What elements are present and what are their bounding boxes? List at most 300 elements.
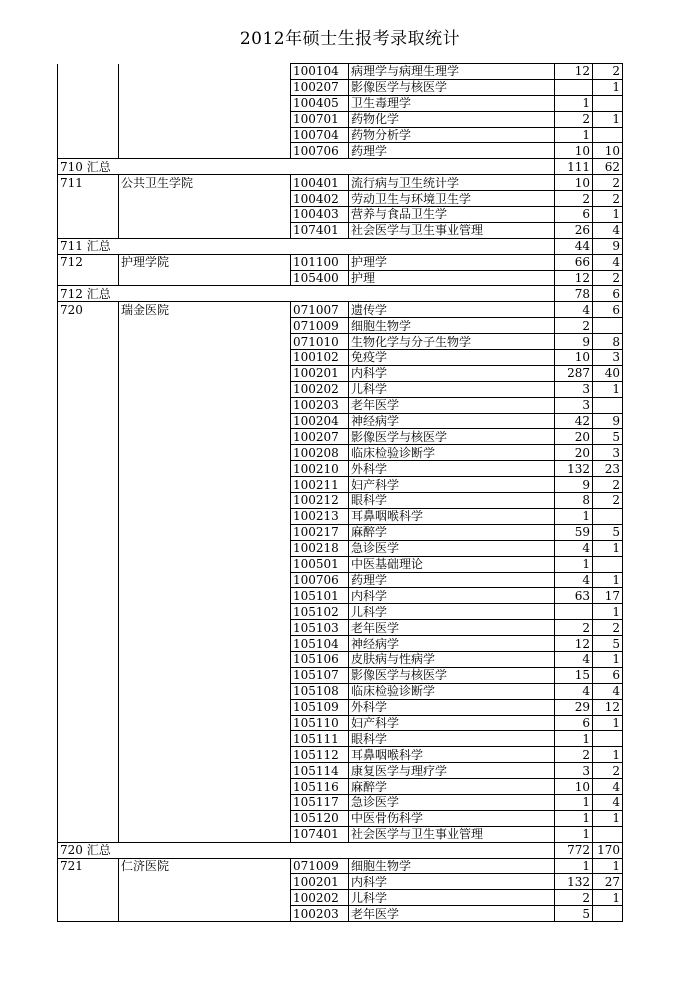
major-name: 细胞生物学 [349,858,555,874]
major-name: 中医基础理论 [349,556,555,572]
table-row [58,350,623,366]
college-code [58,413,119,429]
table-row [58,588,623,604]
applied-count: 3 [555,397,593,413]
applied-count: 63 [555,588,593,604]
college-code [58,906,119,922]
admitted-count: 5 [593,636,623,652]
college-name [119,270,291,286]
applied-count: 1 [555,508,593,524]
table-row [58,858,623,874]
college-code [58,365,119,381]
major-name: 妇产科学 [349,715,555,731]
applied-count: 3 [555,763,593,779]
major-code: 105120 [291,810,349,826]
table-row [58,604,623,620]
major-code: 107401 [291,826,349,842]
admitted-count: 4 [593,222,623,238]
summary-applied: 44 [555,238,593,254]
table-row [58,763,623,779]
college-code [58,651,119,667]
applied-count: 12 [555,636,593,652]
college-name [119,222,291,238]
admitted-count [593,556,623,572]
college-name [119,572,291,588]
major-code: 100217 [291,524,349,540]
admitted-count: 8 [593,334,623,350]
college-name [119,477,291,493]
college-name [119,826,291,842]
college-code: 720 [58,302,119,318]
major-name: 眼科学 [349,493,555,509]
major-name: 妇产科学 [349,477,555,493]
applied-count: 15 [555,667,593,683]
admitted-count: 5 [593,429,623,445]
major-name: 中医骨伤科学 [349,810,555,826]
admitted-count: 1 [593,207,623,223]
college-name [119,445,291,461]
college-code [58,620,119,636]
admitted-count: 9 [593,413,623,429]
admitted-count: 2 [593,620,623,636]
college-code [58,207,119,223]
major-code: 100204 [291,413,349,429]
major-code: 100401 [291,175,349,191]
admitted-count: 27 [593,874,623,890]
table-row [58,493,623,509]
applied-count: 1 [555,858,593,874]
major-name: 生物化学与分子生物学 [349,334,555,350]
admitted-count: 1 [593,572,623,588]
admitted-count: 4 [593,779,623,795]
major-code: 100701 [291,111,349,127]
college-name [119,127,291,143]
major-code: 100201 [291,365,349,381]
major-name: 神经病学 [349,413,555,429]
admitted-count: 2 [593,477,623,493]
admitted-count: 2 [593,64,623,80]
applied-count: 10 [555,779,593,795]
major-name: 药物化学 [349,111,555,127]
applied-count: 9 [555,334,593,350]
applied-count: 12 [555,270,593,286]
applied-count: 1 [555,95,593,111]
table-row [58,302,623,318]
major-code: 105110 [291,715,349,731]
summary-applied: 78 [555,286,593,302]
admitted-count: 6 [593,302,623,318]
table-row [58,79,623,95]
college-code [58,111,119,127]
college-code [58,429,119,445]
table-row [58,222,623,238]
table-row [58,810,623,826]
major-code: 100218 [291,540,349,556]
major-name: 内科学 [349,588,555,604]
table-row [58,95,623,111]
major-code: 100403 [291,207,349,223]
college-code [58,318,119,334]
table-row [58,461,623,477]
table-row [58,731,623,747]
major-name: 外科学 [349,461,555,477]
admitted-count: 2 [593,493,623,509]
college-name [119,334,291,350]
admitted-count: 1 [593,111,623,127]
major-name: 护理 [349,270,555,286]
college-code [58,890,119,906]
college-name [119,667,291,683]
major-name: 眼科学 [349,731,555,747]
college-name [119,794,291,810]
major-name: 急诊医学 [349,794,555,810]
major-name: 临床检验诊断学 [349,445,555,461]
college-name [119,429,291,445]
major-code: 100402 [291,191,349,207]
table-row [58,365,623,381]
college-name [119,556,291,572]
admitted-count: 6 [593,667,623,683]
major-name: 康复医学与理疗学 [349,763,555,779]
admitted-count: 40 [593,365,623,381]
college-name [119,810,291,826]
college-code [58,731,119,747]
college-name [119,524,291,540]
summary-admitted: 170 [593,842,623,858]
major-code: 100203 [291,397,349,413]
applied-count: 26 [555,222,593,238]
major-name: 儿科学 [349,381,555,397]
college-name [119,636,291,652]
major-code: 105101 [291,588,349,604]
major-name: 卫生毒理学 [349,95,555,111]
college-name: 仁济医院 [119,858,291,874]
college-name [119,508,291,524]
table-row [58,683,623,699]
college-name [119,874,291,890]
applied-count: 2 [555,890,593,906]
table-row [58,413,623,429]
admitted-count: 17 [593,588,623,604]
applied-count: 12 [555,64,593,80]
college-code [58,477,119,493]
major-code: 100207 [291,429,349,445]
major-name: 药物分析学 [349,127,555,143]
major-code: 107401 [291,222,349,238]
college-name [119,381,291,397]
admitted-count: 1 [593,890,623,906]
applied-count: 132 [555,461,593,477]
college-name [119,763,291,779]
applied-count: 1 [555,826,593,842]
college-code [58,381,119,397]
major-code: 105400 [291,270,349,286]
admitted-count: 4 [593,683,623,699]
table-row [58,636,623,652]
applied-count: 132 [555,874,593,890]
major-name: 影像医学与核医学 [349,79,555,95]
admitted-count: 2 [593,191,623,207]
major-name: 外科学 [349,699,555,715]
college-name [119,365,291,381]
table-row [58,429,623,445]
admitted-count: 1 [593,715,623,731]
college-code [58,556,119,572]
major-code: 071007 [291,302,349,318]
college-code [58,127,119,143]
major-code: 100207 [291,79,349,95]
college-name [119,143,291,159]
table-row [58,620,623,636]
major-name: 儿科学 [349,604,555,620]
table-row [58,794,623,810]
major-name: 皮肤病与性病学 [349,651,555,667]
major-name: 耳鼻咽喉科学 [349,508,555,524]
major-name: 老年医学 [349,906,555,922]
college-code: 712 [58,254,119,270]
applied-count: 66 [555,254,593,270]
major-name: 麻醉学 [349,779,555,795]
applied-count: 4 [555,572,593,588]
major-code: 071009 [291,858,349,874]
applied-count: 1 [555,556,593,572]
major-code: 101100 [291,254,349,270]
table-row [58,397,623,413]
applied-count: 9 [555,477,593,493]
college-name [119,207,291,223]
page-title: 2012年硕士生报考录取统计 [239,29,461,49]
admitted-count: 4 [593,794,623,810]
statistics-table-body [58,64,623,922]
table-row [58,556,623,572]
summary-label: 711 汇总 [58,238,555,254]
applied-count: 2 [555,318,593,334]
applied-count: 2 [555,111,593,127]
major-code: 100104 [291,64,349,80]
summary-label: 710 汇总 [58,159,555,175]
applied-count: 1 [555,794,593,810]
major-code: 100202 [291,381,349,397]
college-code [58,445,119,461]
major-code: 071010 [291,334,349,350]
table-row [58,651,623,667]
summary-row [58,842,623,858]
college-name [119,350,291,366]
college-code [58,508,119,524]
applied-count: 4 [555,540,593,556]
applied-count: 1 [555,731,593,747]
applied-count: 2 [555,747,593,763]
admitted-count: 1 [593,79,623,95]
table-row [58,826,623,842]
major-code: 100201 [291,874,349,890]
college-code [58,143,119,159]
college-code [58,64,119,80]
college-code [58,667,119,683]
college-code [58,715,119,731]
table-row [58,111,623,127]
major-name: 药理学 [349,143,555,159]
college-name: 瑞金医院 [119,302,291,318]
admitted-count: 1 [593,651,623,667]
table-row [58,175,623,191]
major-code: 100208 [291,445,349,461]
table-row [58,477,623,493]
table-row [58,254,623,270]
major-name: 细胞生物学 [349,318,555,334]
table-row [58,508,623,524]
college-code [58,874,119,890]
admitted-count [593,906,623,922]
major-code: 105109 [291,699,349,715]
college-code: 721 [58,858,119,874]
table-row [58,64,623,80]
major-code: 100706 [291,143,349,159]
summary-admitted: 6 [593,286,623,302]
college-code [58,524,119,540]
major-name: 内科学 [349,874,555,890]
college-code [58,588,119,604]
major-code: 105117 [291,794,349,810]
admitted-count [593,127,623,143]
major-code: 100706 [291,572,349,588]
college-name [119,699,291,715]
admitted-count: 3 [593,445,623,461]
major-code: 105112 [291,747,349,763]
table-row [58,318,623,334]
major-name: 社会医学与卫生事业管理 [349,826,555,842]
applied-count: 287 [555,365,593,381]
college-name: 护理学院 [119,254,291,270]
major-name: 老年医学 [349,397,555,413]
college-name [119,906,291,922]
college-name [119,318,291,334]
major-code: 100405 [291,95,349,111]
college-code [58,683,119,699]
admitted-count [593,318,623,334]
table-row [58,715,623,731]
college-code [58,604,119,620]
college-code [58,763,119,779]
summary-admitted: 62 [593,159,623,175]
admitted-count: 1 [593,747,623,763]
major-name: 内科学 [349,365,555,381]
table-row [58,779,623,795]
major-code: 105102 [291,604,349,620]
college-name [119,540,291,556]
table-row [58,906,623,922]
major-code: 105106 [291,651,349,667]
applied-count: 1 [555,127,593,143]
major-code: 105116 [291,779,349,795]
college-name [119,64,291,80]
major-name: 儿科学 [349,890,555,906]
summary-row [58,159,623,175]
college-code [58,810,119,826]
major-code: 105108 [291,683,349,699]
college-code [58,747,119,763]
college-name [119,79,291,95]
major-name: 劳动卫生与环境卫生学 [349,191,555,207]
major-code: 100704 [291,127,349,143]
major-name: 免疫学 [349,350,555,366]
summary-admitted: 9 [593,238,623,254]
summary-label: 720 汇总 [58,842,555,858]
college-name [119,890,291,906]
applied-count: 59 [555,524,593,540]
major-name: 影像医学与核医学 [349,667,555,683]
admitted-count: 1 [593,540,623,556]
applied-count: 10 [555,175,593,191]
major-name: 药理学 [349,572,555,588]
table-row [58,890,623,906]
table-row [58,445,623,461]
applied-count: 10 [555,350,593,366]
admitted-count: 2 [593,763,623,779]
college-code [58,191,119,207]
college-name [119,747,291,763]
college-code [58,572,119,588]
major-name: 急诊医学 [349,540,555,556]
summary-applied: 111 [555,159,593,175]
table-row [58,747,623,763]
college-name [119,397,291,413]
college-code [58,222,119,238]
admitted-count [593,731,623,747]
college-name [119,413,291,429]
applied-count: 10 [555,143,593,159]
table-row [58,270,623,286]
college-code [58,270,119,286]
college-name [119,191,291,207]
admitted-count: 5 [593,524,623,540]
college-name [119,683,291,699]
table-row [58,207,623,223]
admitted-count [593,95,623,111]
major-name: 影像医学与核医学 [349,429,555,445]
applied-count: 4 [555,302,593,318]
summary-label: 712 汇总 [58,286,555,302]
table-row [58,572,623,588]
summary-applied: 772 [555,842,593,858]
college-name [119,111,291,127]
college-code [58,540,119,556]
admitted-count [593,508,623,524]
applied-count: 1 [555,810,593,826]
table-row [58,874,623,890]
major-code: 100211 [291,477,349,493]
college-code [58,779,119,795]
college-name [119,651,291,667]
admitted-count: 3 [593,350,623,366]
applied-count: 4 [555,651,593,667]
table-row [58,524,623,540]
college-code: 711 [58,175,119,191]
table-row [58,699,623,715]
admitted-count: 2 [593,270,623,286]
admitted-count: 1 [593,604,623,620]
admitted-count: 12 [593,699,623,715]
major-name: 病理学与病理生理学 [349,64,555,80]
statistics-table [57,63,623,922]
college-name [119,461,291,477]
college-code [58,493,119,509]
major-name: 临床检验诊断学 [349,683,555,699]
college-name: 公共卫生学院 [119,175,291,191]
applied-count: 6 [555,207,593,223]
college-code [58,699,119,715]
college-name [119,493,291,509]
